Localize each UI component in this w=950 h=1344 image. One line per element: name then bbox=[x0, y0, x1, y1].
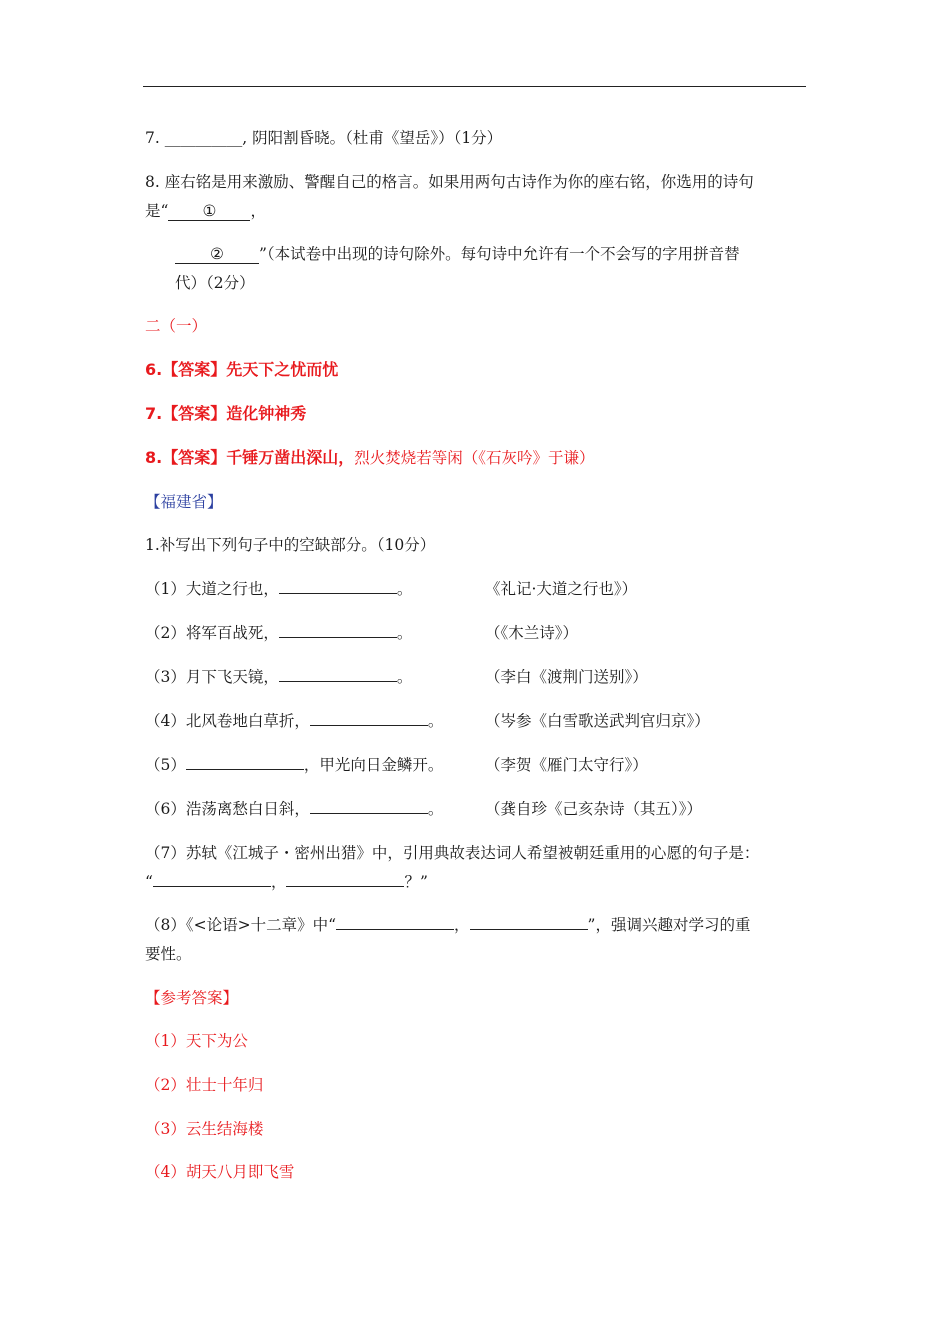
fill-item-3 bbox=[145, 666, 412, 688]
item-source: 《礼记·大道之行也》） bbox=[485, 580, 638, 598]
reference-answer-1: （1）天下为公 bbox=[145, 1032, 248, 1050]
fill-item-8-line2: 要性。 bbox=[145, 945, 192, 963]
reference-answer-4: （4）胡天八月即飞雪 bbox=[145, 1163, 295, 1181]
province-heading: 【福建省】 bbox=[145, 493, 223, 511]
answer-blank bbox=[286, 871, 404, 887]
fill-item-2 bbox=[145, 622, 412, 644]
fill-item-7-line1: （7）苏轼《江城子・密州出猎》中，引用典故表达词人希望被朝廷重用的心愿的句子是： bbox=[145, 844, 760, 862]
item-source: （岑参《白雪歌送武判官归京》） bbox=[485, 712, 710, 730]
item-text: （6）浩荡离愁白日斜， bbox=[145, 800, 310, 818]
question-text: ”（本试卷中出现的诗句除外。每句诗中允许有一个不会写的字用拼音替 bbox=[259, 245, 740, 263]
item-source: （《木兰诗》） bbox=[485, 624, 579, 642]
fill-item-7-line2 bbox=[145, 871, 428, 893]
item-text: （2）将军百战死， bbox=[145, 624, 279, 642]
item-text: ， bbox=[270, 873, 287, 891]
answer-text: 造化钟神秀 bbox=[226, 404, 307, 423]
question-8-line4: 代）（2分） bbox=[175, 274, 255, 292]
item-text: ”，强调兴趣对学习的重 bbox=[587, 916, 751, 934]
answer-source: 烈火焚烧若等闲（《石灰吟》于谦） bbox=[354, 449, 595, 467]
reference-answer-3: （3）云生结海楼 bbox=[145, 1120, 264, 1138]
blank-mark-2: ② bbox=[175, 245, 259, 264]
fill-item-4 bbox=[145, 710, 443, 732]
header-rule bbox=[143, 86, 806, 87]
answer-6 bbox=[145, 359, 338, 381]
item-text: ？” bbox=[404, 873, 428, 891]
answer-blank bbox=[279, 622, 397, 638]
answer-blank bbox=[310, 710, 428, 726]
item-source: （龚自珍《己亥杂诗（其五）》） bbox=[485, 800, 703, 818]
question-1-title: 1.补写出下列句子中的空缺部分。（10分） bbox=[145, 536, 436, 554]
fill-item-8-line1 bbox=[145, 914, 750, 936]
item-text: （5） bbox=[145, 756, 186, 774]
item-text: （8）《<论语>十二章》中“ bbox=[145, 916, 337, 934]
answer-blank bbox=[470, 914, 588, 930]
reference-answer-2: （2）壮士十年归 bbox=[145, 1076, 264, 1094]
item-text: 。 bbox=[427, 800, 444, 818]
answer-blank bbox=[336, 914, 454, 930]
question-8-line1: 8. 座右铭是用来激励、警醒自己的格言。如果用两句古诗作为你的座右铭，你选用的诗句 bbox=[145, 173, 754, 191]
item-text: 。 bbox=[396, 580, 413, 598]
item-text: 。 bbox=[396, 624, 413, 642]
question-text: , 阴阳割昏晓。（杜甫《望岳》）（1分） bbox=[242, 129, 503, 147]
item-text: ，甲光向日金鳞开。 bbox=[303, 756, 444, 774]
item-text: （1）大道之行也， bbox=[145, 580, 279, 598]
question-7 bbox=[145, 127, 502, 149]
item-text: （3）月下飞天镜， bbox=[145, 668, 279, 686]
answer-text: 先天下之忧而忧 bbox=[226, 360, 339, 379]
question-8-line3 bbox=[175, 243, 740, 265]
answer-prefix: 8.【答案】 bbox=[145, 448, 227, 467]
answer-blank bbox=[310, 798, 428, 814]
fill-item-1 bbox=[145, 578, 412, 600]
answer-prefix: 6.【答案】 bbox=[145, 360, 227, 379]
question-text: ， bbox=[250, 202, 266, 220]
answer-blank bbox=[279, 666, 397, 682]
answer-blank bbox=[279, 578, 397, 594]
answer-blank bbox=[153, 871, 271, 887]
item-text: “ bbox=[145, 873, 153, 891]
section-label: 二（一） bbox=[145, 317, 208, 335]
answer-blank: __________ bbox=[164, 129, 243, 147]
item-text: ， bbox=[454, 916, 470, 934]
item-text: 。 bbox=[396, 668, 413, 686]
answer-prefix: 7.【答案】 bbox=[145, 404, 227, 423]
question-text: 是“ bbox=[145, 202, 169, 220]
question-8-line2 bbox=[145, 200, 266, 222]
answer-text: 千锤万凿出深山， bbox=[226, 448, 355, 467]
fill-item-5 bbox=[145, 754, 443, 776]
item-source: （李白《渡荆门送别》） bbox=[485, 668, 648, 686]
fill-item-6 bbox=[145, 798, 443, 820]
reference-answer-heading: 【参考答案】 bbox=[145, 989, 239, 1007]
answer-8 bbox=[145, 447, 595, 469]
question-number: 7. bbox=[145, 129, 165, 147]
blank-mark-1: ① bbox=[168, 202, 250, 221]
item-text: 。 bbox=[427, 712, 444, 730]
answer-7 bbox=[145, 403, 306, 425]
item-text: （4）北风卷地白草折， bbox=[145, 712, 310, 730]
answer-blank bbox=[186, 754, 304, 770]
item-source: （李贺《雁门太守行》） bbox=[485, 756, 648, 774]
